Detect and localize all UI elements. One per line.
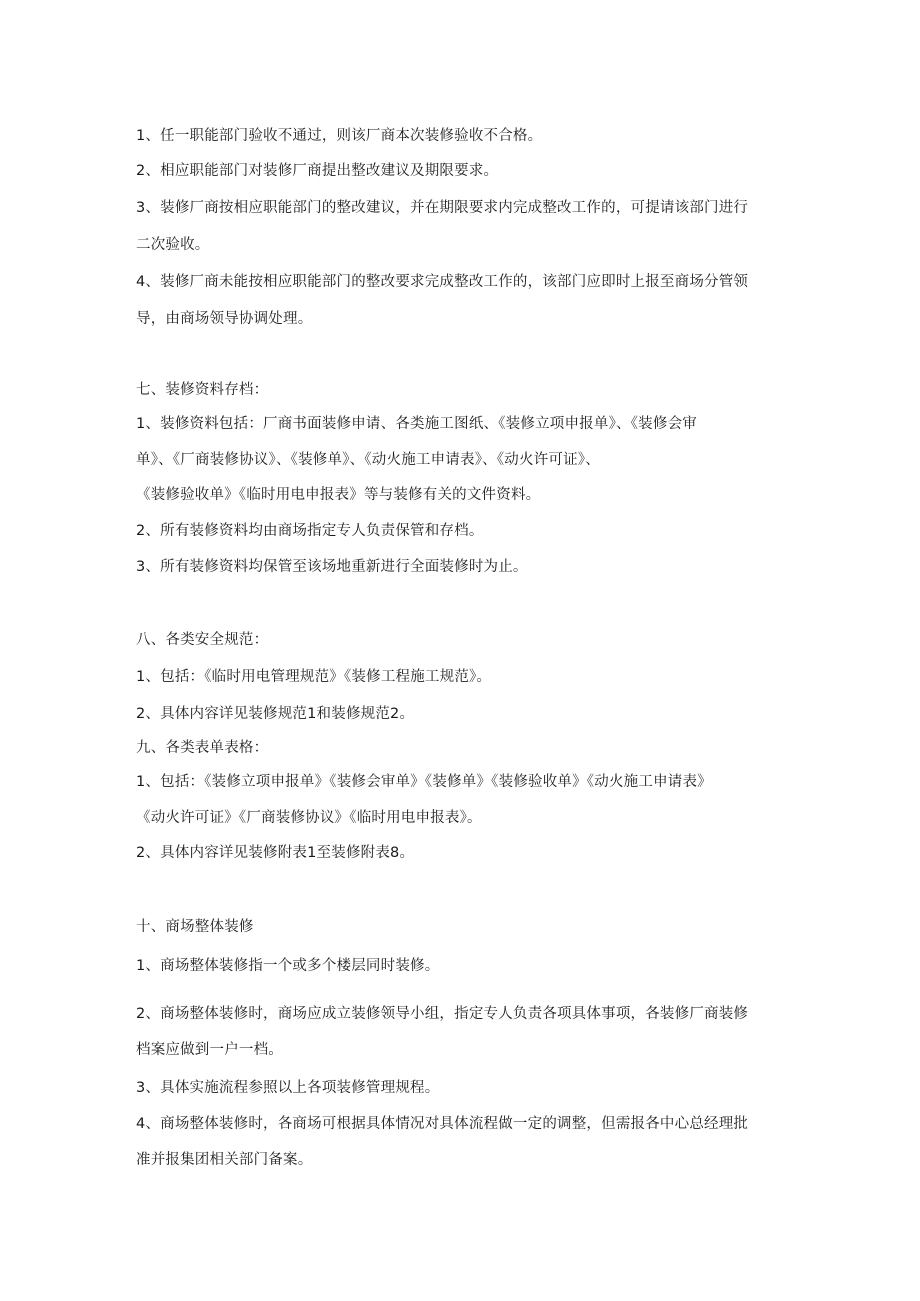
paragraph-line: 2、商场整体装修时，商场应成立装修领导小组，指定专人负责各项具体事项，各装修厂商装修 (136, 1006, 749, 1022)
section-heading: 十、商场整体装修 (136, 919, 254, 935)
paragraph-line: 单》、《厂商装修协议》、《装修单》、《动火施工申请表》、《动火许可证》、 (136, 452, 600, 468)
paragraph-line: 1、任一职能部门验收不通过，则该厂商本次装修验收不合格。 (136, 128, 543, 144)
section-heading: 八、各类安全规范： (136, 632, 269, 648)
paragraph-line: 《动火许可证》《厂商装修协议》《临时用电申报表》。 (136, 810, 482, 826)
paragraph-line: 二次验收。 (136, 237, 210, 253)
paragraph-line: 3、具体实施流程参照以上各项装修管理规程。 (136, 1080, 440, 1096)
paragraph-line: 3、装修厂商按相应职能部门的整改建议，并在期限要求内完成整改工作的，可提请该部门进行 (136, 200, 749, 216)
paragraph-line: 1、装修资料包括：厂商书面装修申请、各类施工图纸、《装修立项申报单》、《装修会审 (136, 416, 697, 432)
section-heading: 七、装修资料存档： (136, 382, 269, 398)
paragraph-line: 2、具体内容详见装修规范1和装修规范2。 (136, 706, 415, 722)
paragraph-line: 准并报集团相关部门备案。 (136, 1152, 313, 1168)
section-heading: 九、各类表单表格： (136, 740, 269, 756)
paragraph-line: 2、所有装修资料均由商场指定专人负责保管和存档。 (136, 523, 484, 539)
paragraph-line: 4、商场整体装修时，各商场可根据具体情况对具体流程做一定的调整，但需报各中心总经理批 (136, 1116, 749, 1132)
paragraph-line: 4、装修厂商未能按相应职能部门的整改要求完成整改工作的，该部门应即时上报至商场分管领 (136, 274, 749, 290)
paragraph-line: 1、包括：《临时用电管理规范》《装修工程施工规范》。 (136, 669, 492, 685)
paragraph-line: 2、相应职能部门对装修厂商提出整改建议及期限要求。 (136, 163, 499, 179)
paragraph-line: 档案应做到一户一档。 (136, 1042, 283, 1058)
paragraph-line: 导，由商场领导协调处理。 (136, 311, 313, 327)
paragraph-line: 1、包括：《装修立项申报单》《装修会审单》《装修单》《装修验收单》《动火施工申请表》 (136, 774, 712, 790)
paragraph-line: 3、所有装修资料均保管至该场地重新进行全面装修时为止。 (136, 559, 528, 575)
paragraph-line: 2、具体内容详见装修附表1至装修附表8。 (136, 845, 415, 861)
paragraph-line: 1、商场整体装修指一个或多个楼层同时装修。 (136, 958, 440, 974)
paragraph-line: 《装修验收单》《临时用电申报表》等与装修有关的文件资料。 (136, 487, 541, 503)
